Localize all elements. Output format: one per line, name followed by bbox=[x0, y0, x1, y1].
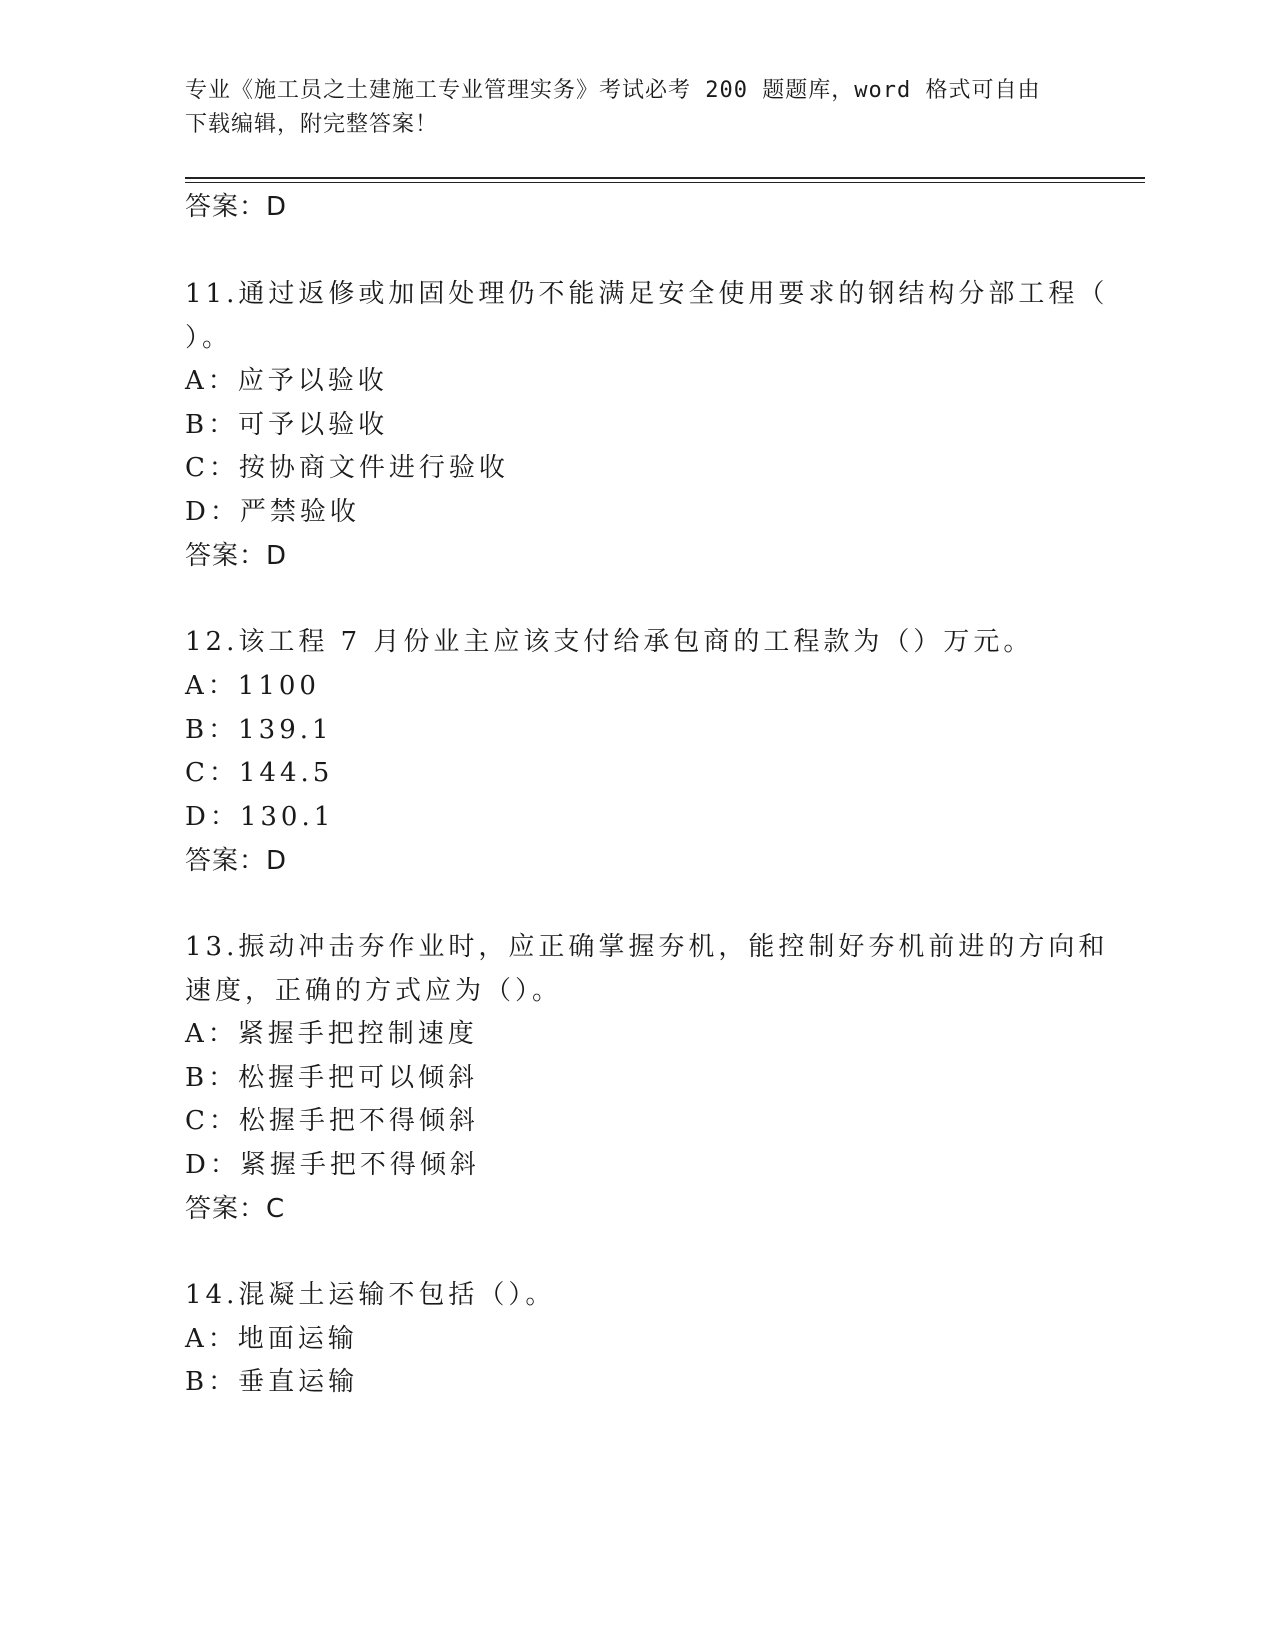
q11-option-c: C：按协商文件进行验收 bbox=[185, 453, 509, 483]
header-line-2: 下载编辑，附完整答案！ bbox=[185, 112, 439, 137]
header-divider-thick bbox=[185, 177, 1145, 179]
header-divider-thin bbox=[185, 182, 1145, 183]
q11-option-d: D：严禁验收 bbox=[185, 497, 360, 527]
q13-stem-line-1: 13.振动冲击夯作业时，应正确掌握夯机，能控制好夯机前进的方向和 bbox=[185, 932, 1109, 962]
q12-option-a: A：1100 bbox=[185, 671, 320, 701]
q14-option-a: A：地面运输 bbox=[185, 1324, 358, 1354]
q11-answer: 答案：D bbox=[185, 541, 288, 571]
q14-stem-line-1: 14.混凝土运输不包括（）。 bbox=[185, 1280, 556, 1310]
q14-option-b: B：垂直运输 bbox=[185, 1367, 359, 1397]
q12-stem-line-1: 12.该工程 7 月份业主应该支付给承包商的工程款为（）万元。 bbox=[185, 627, 1034, 657]
q11-stem-line-1: 11.通过返修或加固处理仍不能满足安全使用要求的钢结构分部工程（ bbox=[185, 279, 1109, 309]
q11-stem-line-2: ）。 bbox=[185, 323, 233, 353]
q13-option-c: C：松握手把不得倾斜 bbox=[185, 1106, 479, 1136]
q12-option-d: D：130.1 bbox=[185, 802, 335, 832]
header-line-1: 专业《施工员之土建施工专业管理实务》考试必考 200 题题库，word 格式可自由 bbox=[185, 78, 1041, 103]
q12-answer: 答案：D bbox=[185, 846, 288, 876]
q12-option-c: C：144.5 bbox=[185, 758, 334, 788]
q11-option-a: A：应予以验收 bbox=[185, 366, 388, 396]
document-header bbox=[185, 74, 1085, 142]
q13-option-b: B：松握手把可以倾斜 bbox=[185, 1063, 479, 1093]
q13-answer: 答案：C bbox=[185, 1194, 286, 1224]
previous-answer: 答案：D bbox=[185, 192, 288, 222]
q12-option-b: B：139.1 bbox=[185, 715, 333, 745]
q11-option-b: B：可予以验收 bbox=[185, 410, 389, 440]
q13-option-d: D：紧握手把不得倾斜 bbox=[185, 1150, 480, 1180]
q13-option-a: A：紧握手把控制速度 bbox=[185, 1019, 478, 1049]
q13-stem-line-2: 速度，正确的方式应为（）。 bbox=[185, 976, 563, 1006]
